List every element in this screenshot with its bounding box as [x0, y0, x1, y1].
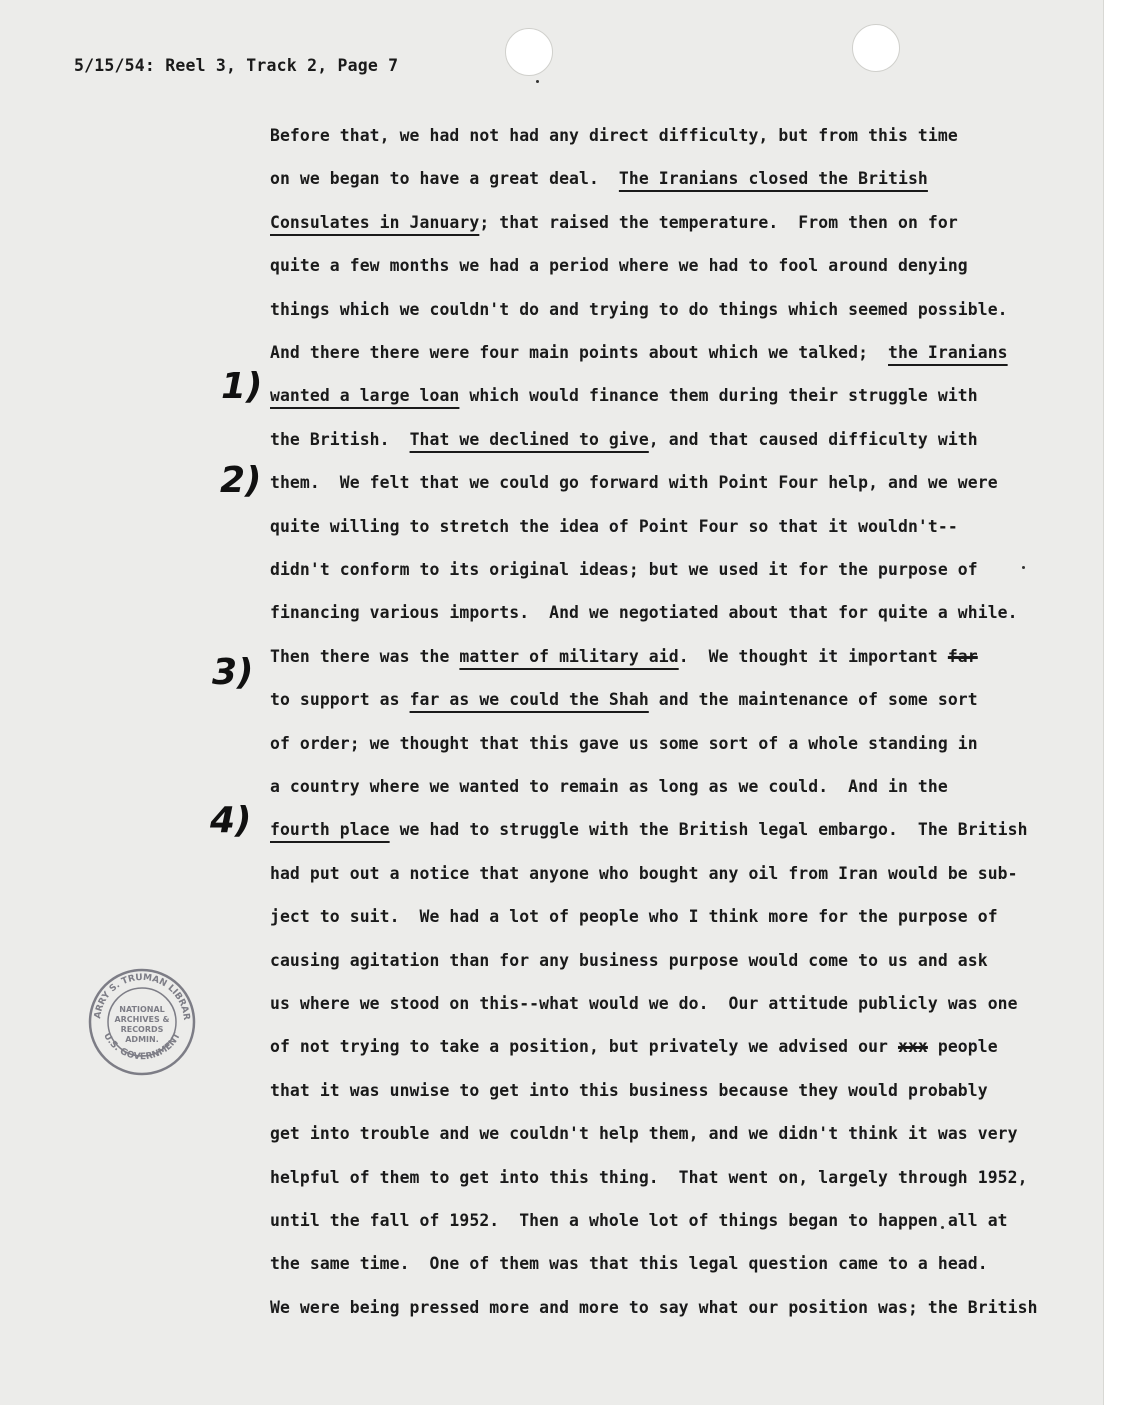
- line-text: ; that raised the temperature. From then on for: [479, 213, 958, 232]
- svg-text:NATIONAL: NATIONAL: [119, 1005, 165, 1014]
- line-text: and the maintenance of some sort: [648, 690, 978, 709]
- margin-marker-1: 1): [221, 366, 263, 407]
- line-text: get into trouble and we couldn't help them, and we didn't think it was very: [270, 1124, 1018, 1143]
- transcript-line: [270, 169, 928, 191]
- underlined-phrase: the Iranians: [888, 343, 1008, 362]
- transcript-line: [270, 1081, 988, 1103]
- margin-marker-4: 4): [210, 800, 252, 841]
- archive-stamp: [86, 966, 198, 1078]
- transcript-line: [270, 820, 1028, 842]
- transcript-line: [270, 1211, 1008, 1233]
- line-text: until the fall of 1952. Then a whole lot of things began to happen all at: [270, 1211, 1008, 1230]
- svg-text:HARRY S. TRUMAN LIBRARY: ARRY S. TRUMAN LIBRAR: [93, 972, 192, 1021]
- transcript-line: [270, 603, 1018, 625]
- line-text: a country where we wanted to remain as long as we could. And in the: [270, 777, 948, 796]
- line-text: quite a few months we had a period where we had to fool around denying: [270, 256, 968, 275]
- transcript-line: [270, 1168, 1028, 1190]
- transcript-line: [270, 126, 958, 148]
- line-text: had put out a notice that anyone who bought any oil from Iran would be sub-: [270, 864, 1018, 883]
- line-text: of order; we thought that this gave us some sort of a whole standing in: [270, 734, 978, 753]
- transcript-line: [270, 907, 998, 929]
- transcript-line: [270, 1254, 988, 1276]
- svg-text:U.S. GOVERNMENT: U.S. GOVERNMENT: [101, 1031, 183, 1063]
- transcript-line: [270, 430, 978, 452]
- line-text: the British.: [270, 430, 410, 449]
- line-text: we had to struggle with the British legal embargo. The British: [389, 820, 1028, 839]
- struck-text: far: [947, 647, 978, 666]
- transcript-line: [270, 1298, 1038, 1320]
- underlined-phrase: The Iranians closed the British: [618, 169, 928, 188]
- line-text: didn't conform to its original ideas; but we used it for the purpose of: [270, 560, 978, 579]
- line-text: Before that, we had not had any direct difficulty, but from this time: [270, 126, 958, 145]
- transcript-line: [270, 734, 978, 756]
- line-text: people: [927, 1037, 998, 1056]
- line-text: the same time. One of them was that this legal question came to a head.: [270, 1254, 988, 1273]
- transcript-line: [270, 951, 988, 973]
- transcript-line: [270, 473, 998, 495]
- transcript-line: [270, 994, 1018, 1016]
- line-text: . We thought it important: [678, 647, 948, 666]
- underlined-phrase: fourth place: [270, 820, 390, 839]
- underlined-phrase: That we declined to give: [409, 430, 649, 449]
- line-text: ject to suit. We had a lot of people who I think more for the purpose of: [270, 907, 998, 926]
- transcript-line: [270, 864, 1018, 886]
- line-text: things which we couldn't do and trying to do things which seemed possible.: [270, 300, 1008, 319]
- transcript-line: [270, 647, 978, 669]
- line-text: financing various imports. And we negotiated about that for quite a while.: [270, 603, 1018, 622]
- line-text: helpful of them to get into this thing. That went on, largely through 1952,: [270, 1168, 1028, 1187]
- page-header: 5/15/54: Reel 3, Track 2, Page 7: [74, 56, 399, 75]
- svg-text:ARCHIVES &: ARCHIVES &: [114, 1015, 170, 1024]
- line-text: on we began to have a great deal.: [270, 169, 619, 188]
- transcript-line: [270, 690, 978, 712]
- line-text: causing agitation than for any business purpose would come to us and ask: [270, 951, 988, 970]
- transcript-line: [270, 560, 978, 582]
- transcript-line: [270, 256, 968, 278]
- transcript-line: [270, 1124, 1018, 1146]
- margin-marker-3: 3): [212, 652, 254, 693]
- underlined-phrase: Consulates in January: [270, 213, 480, 232]
- transcript-line: [270, 1037, 998, 1059]
- transcript-line: [270, 213, 958, 235]
- struck-text: xxx: [897, 1037, 928, 1056]
- line-text: of not trying to take a position, but privately we advised our: [270, 1037, 898, 1056]
- line-text: quite willing to stretch the idea of Point Four so that it wouldn't--: [270, 517, 958, 536]
- margin-marker-2: 2): [220, 460, 262, 501]
- underlined-phrase: far as we could the Shah: [409, 690, 649, 709]
- line-text: We were being pressed more and more to say what our position was; the British: [270, 1298, 1038, 1317]
- underlined-phrase: matter of military aid: [459, 647, 679, 666]
- transcript-line: [270, 777, 948, 799]
- line-text: to support as: [270, 690, 410, 709]
- svg-text:ADMIN.: ADMIN.: [125, 1035, 159, 1044]
- line-text: which would finance them during their struggle with: [459, 386, 978, 405]
- svg-text:RECORDS: RECORDS: [120, 1025, 164, 1034]
- archive-stamp-seal: [86, 966, 198, 1078]
- line-text: us where we stood on this--what would we do. Our attitude publicly was one: [270, 994, 1018, 1013]
- underlined-phrase: wanted a large loan: [270, 386, 460, 405]
- transcript-line: [270, 517, 958, 539]
- transcript-line: [270, 386, 978, 408]
- line-text: And there there were four main points about which we talked;: [270, 343, 889, 362]
- line-text: them. We felt that we could go forward with Point Four help, and we were: [270, 473, 998, 492]
- line-text: that it was unwise to get into this business because they would probably: [270, 1081, 988, 1100]
- line-text: , and that caused difficulty with: [648, 430, 978, 449]
- line-text: Then there was the: [270, 647, 460, 666]
- transcript-line: [270, 300, 1008, 322]
- transcript-line: [270, 343, 1008, 365]
